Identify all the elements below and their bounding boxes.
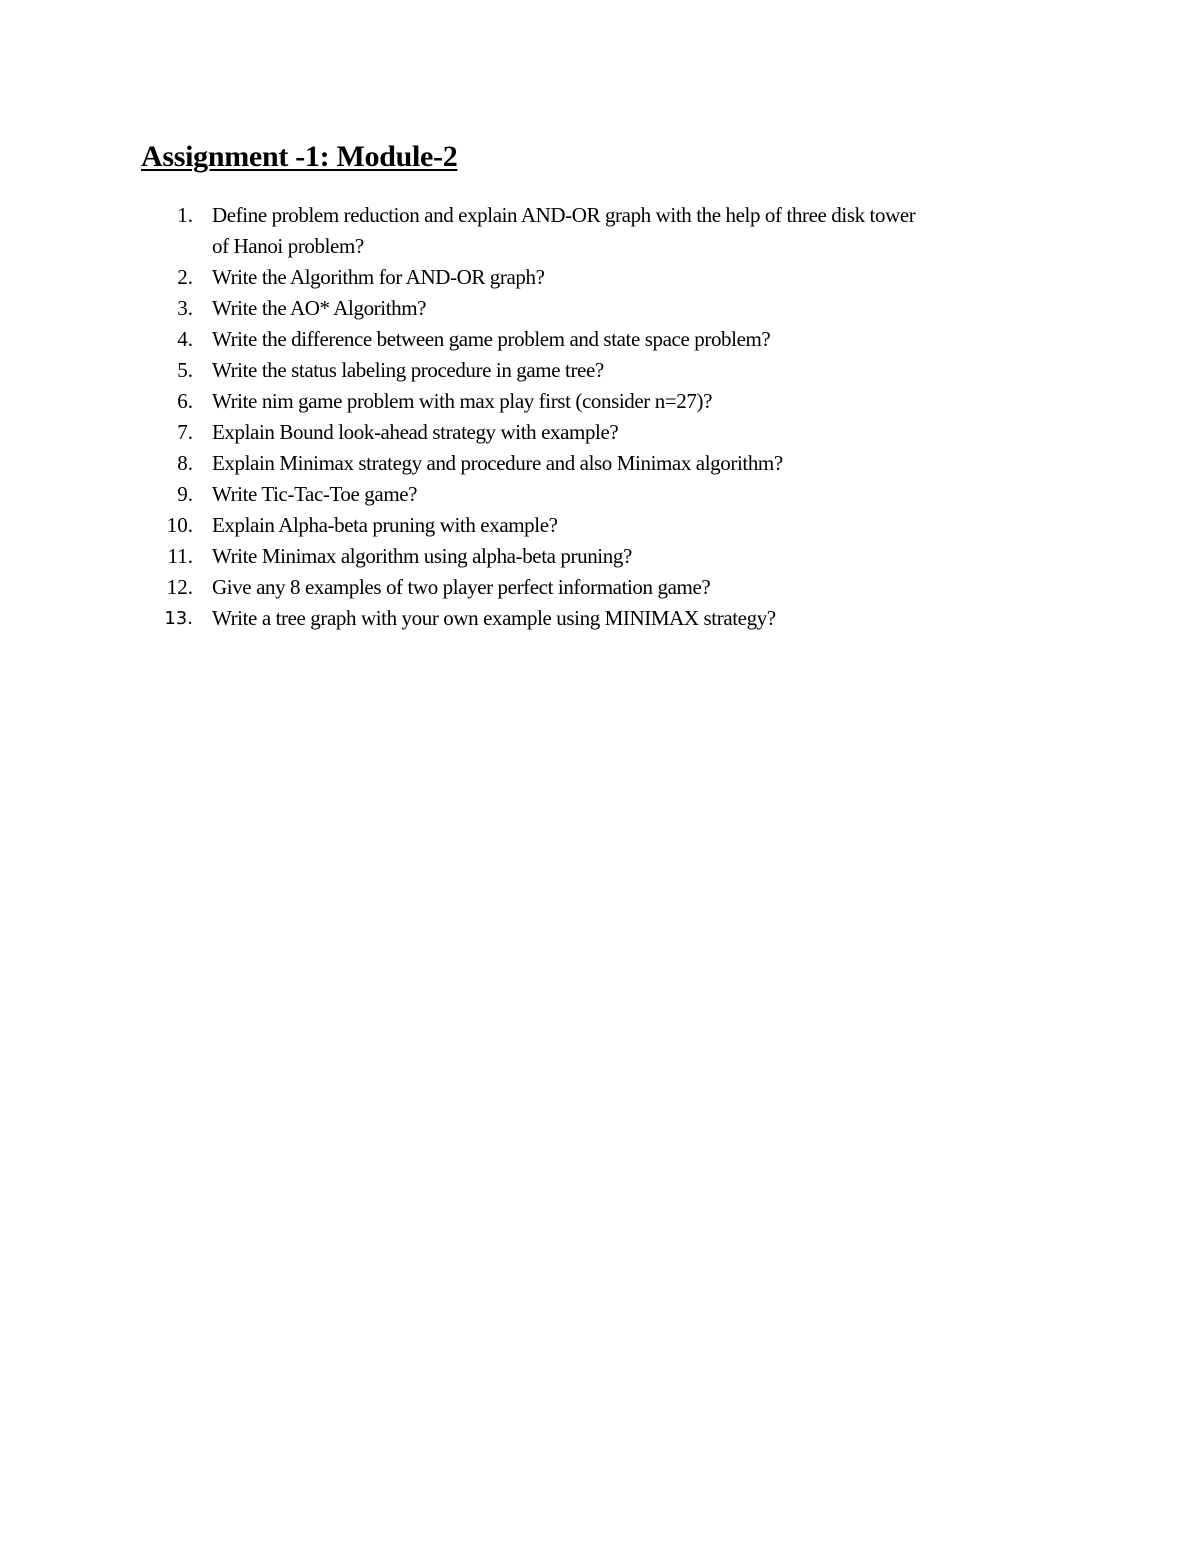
question-text: Write the AO* Algorithm?: [212, 296, 427, 320]
question-number: 7.: [177, 420, 193, 444]
question-text: Give any 8 examples of two player perfect information game?: [212, 575, 711, 599]
question-item: [0, 324, 1200, 355]
question-text: Write the status labeling procedure in game tree?: [212, 358, 604, 382]
question-number: 1.: [177, 203, 193, 227]
question-number: 8.: [177, 451, 193, 475]
question-text: Write nim game problem with max play first (consider n=27)?: [212, 389, 713, 413]
question-list: [0, 200, 1200, 634]
question-text-line: Define problem reduction and explain AND-OR graph with the help of three disk tower: [212, 203, 916, 227]
question-item: [0, 386, 1200, 417]
question-item: [0, 510, 1200, 541]
question-item: [0, 448, 1200, 479]
question-number: 6.: [177, 389, 193, 413]
question-number: 12.: [166, 575, 193, 599]
question-item: [0, 293, 1200, 324]
question-text: Write a tree graph with your own example using MINIMAX strategy?: [212, 606, 776, 630]
question-item: [0, 262, 1200, 293]
question-item: [0, 541, 1200, 572]
question-item: [0, 603, 1200, 634]
question-number: 3.: [177, 296, 193, 320]
question-text: Write the difference between game problem and state space problem?: [212, 327, 771, 351]
question-number: 5.: [177, 358, 193, 382]
question-text: Explain Alpha-beta pruning with example?: [212, 513, 558, 537]
question-item: [0, 479, 1200, 510]
question-item: [0, 417, 1200, 448]
question-item: [0, 200, 1200, 262]
question-number: 2.: [177, 265, 193, 289]
question-number: 13.: [164, 608, 193, 629]
question-item: [0, 355, 1200, 386]
assignment-title: Assignment -1: Module-2: [141, 140, 458, 173]
question-number: 11.: [167, 544, 193, 568]
question-text: Write the Algorithm for AND-OR graph?: [212, 265, 545, 289]
question-text: Write Minimax algorithm using alpha-beta pruning?: [212, 544, 632, 568]
question-text-line: of Hanoi problem?: [212, 234, 364, 258]
question-item: [0, 572, 1200, 603]
question-number: 10.: [166, 513, 193, 537]
question-number: 4.: [177, 327, 193, 351]
question-text: Explain Minimax strategy and procedure and also Minimax algorithm?: [212, 451, 783, 475]
question-number: 9.: [177, 482, 193, 506]
question-text: [212, 200, 915, 262]
question-text: Write Tic-Tac-Toe game?: [212, 482, 418, 506]
question-text: Explain Bound look-ahead strategy with example?: [212, 420, 619, 444]
